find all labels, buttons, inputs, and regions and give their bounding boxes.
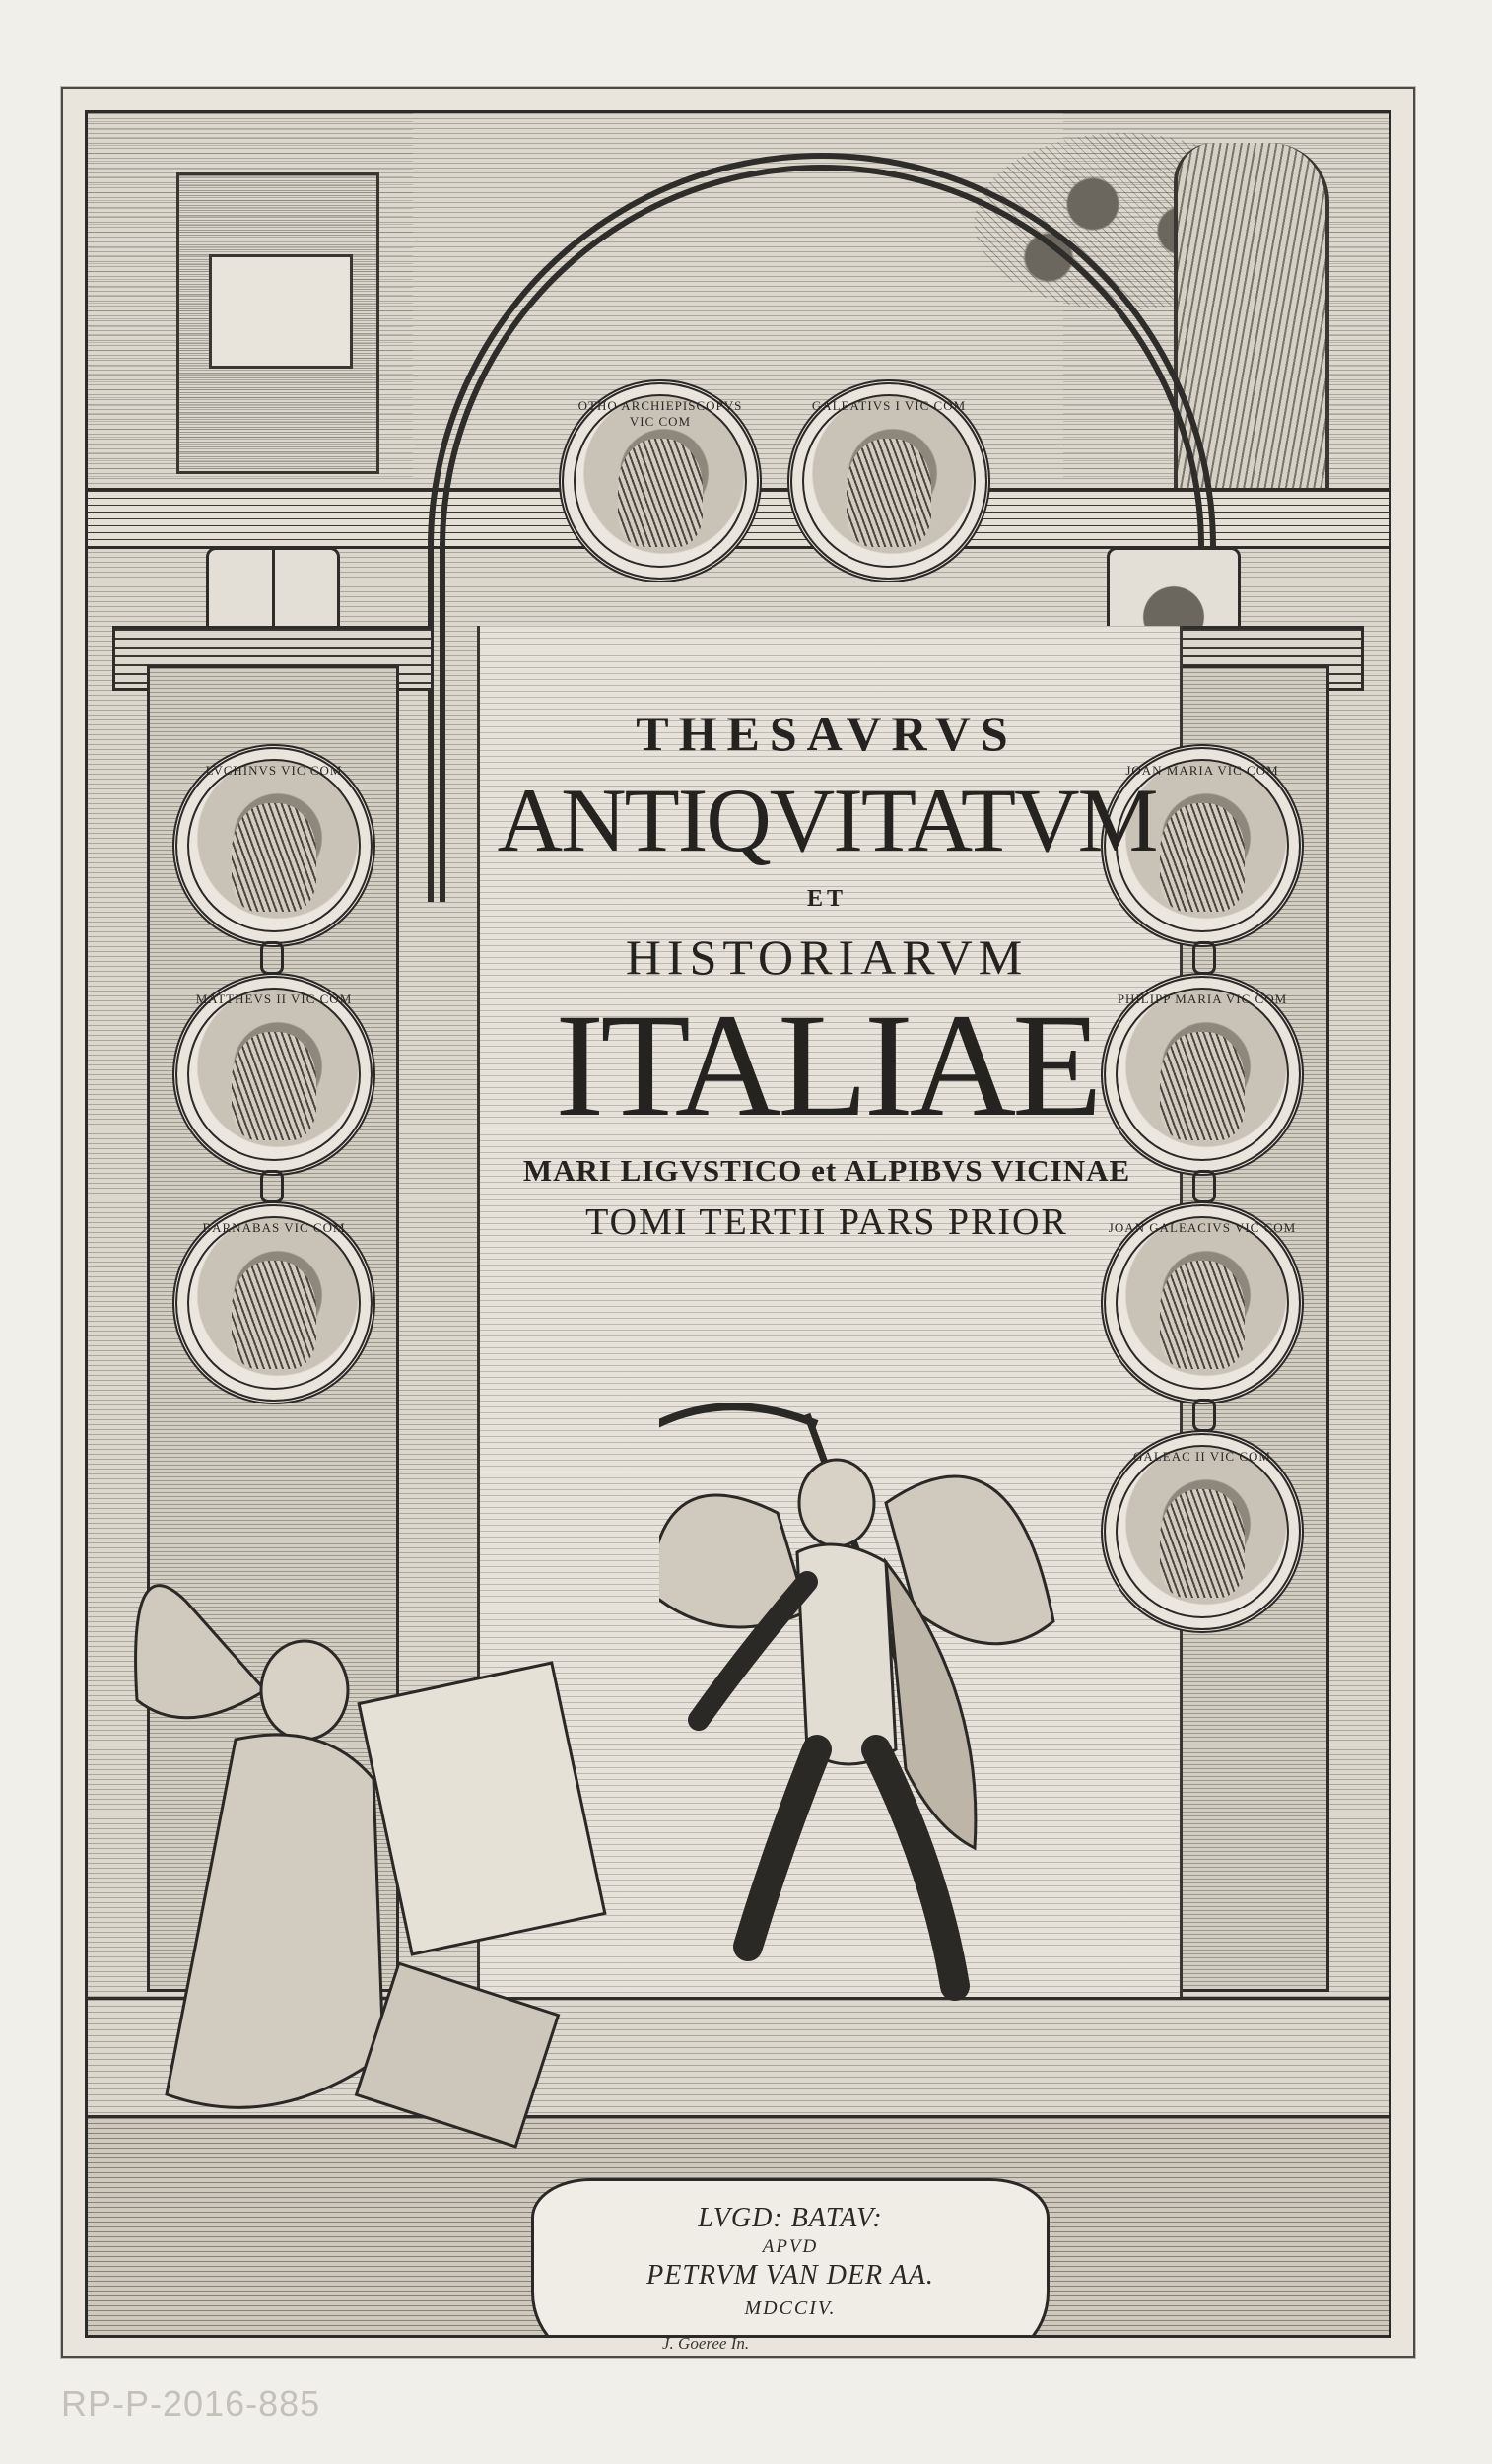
engraver-signature: J. Goeree In.: [662, 2334, 750, 2353]
medallion-legend: GALEATIVS I VIC COM: [811, 398, 967, 413]
portrait-bust: [847, 439, 931, 547]
robe: [167, 1735, 383, 2107]
medallion-legend: MATTHEVS II VIC COM: [195, 992, 353, 1006]
chain-link: [260, 1170, 284, 1203]
title-line-volume: TOMI TERTII PARS PRIOR: [585, 1201, 1068, 1243]
title-line-antiquitatum: ANTIQVITATVM: [497, 770, 1157, 870]
engraving-frame: [85, 110, 1391, 2338]
chain-link: [1192, 941, 1216, 975]
chain-link: [1192, 1399, 1216, 1432]
medallion-left-1: [172, 744, 375, 947]
imprint-city: LVGD: BATAV:: [698, 2203, 883, 2233]
head: [799, 1460, 874, 1546]
imprint-printer: PETRVM VAN DER AA.: [646, 2260, 934, 2291]
medallion-legend: PHILIPP MARIA VIC COM: [1117, 992, 1288, 1006]
leg-left: [748, 1749, 817, 1947]
inventory-number: RP-P-2016-885: [61, 2383, 321, 2424]
portrait-bust: [618, 439, 703, 547]
imprint-apud: APVD: [762, 2236, 819, 2257]
open-book: [359, 1663, 605, 1954]
medallion-top-right: [787, 379, 990, 582]
medallion-legend: JOAN GALEACIVS VIC COM: [1108, 1220, 1297, 1235]
medallion-legend: GALEAC II VIC COM: [1133, 1449, 1271, 1464]
chain-link: [1192, 1170, 1216, 1203]
medallion-legend: LVCHINVS VIC COM: [205, 763, 343, 778]
father-time-figure: [659, 1395, 1073, 2144]
title-line-italiae: ITALIAE: [555, 984, 1099, 1147]
portrait-bust: [232, 1261, 316, 1369]
medallion-legend: OTHO ARCHIEPISCOPVS VIC COM: [577, 398, 743, 429]
title-line-thesaurus: THESAVRVS: [636, 706, 1018, 761]
history-figure: [127, 1542, 640, 2252]
title-block: [477, 705, 1177, 1244]
engraving-plate: [61, 87, 1415, 2358]
medallion-left-2: [172, 973, 375, 1176]
portrait-bust: [232, 803, 316, 912]
portrait-bust: [1160, 1261, 1245, 1369]
medallion-legend: BARNABAS VIC COM: [202, 1220, 346, 1235]
head: [261, 1641, 348, 1740]
title-line-subtitle: MARI LIGVSTICO et ALPIBVS VICINAE: [522, 1153, 1131, 1188]
closed-book: [357, 1963, 559, 2147]
imprint-year: MDCCIV.: [744, 2297, 837, 2319]
portrait-bust: [232, 1032, 316, 1140]
chain-link: [260, 941, 284, 975]
medallion-left-3: [172, 1201, 375, 1404]
imprint-cartouche: [531, 2178, 1050, 2338]
medallion-top-left: [559, 379, 762, 582]
medallion-legend: JOAN MARIA VIC COM: [1125, 763, 1279, 778]
title-line-historiarum: HISTORIARVM: [625, 929, 1029, 985]
wing: [136, 1586, 265, 1718]
portrait-bust: [1160, 1489, 1245, 1598]
ruined-column: [176, 172, 379, 474]
scythe-blade: [659, 1406, 817, 1434]
title-line-et: ET: [806, 886, 847, 912]
ruin-plaque: [209, 254, 353, 369]
medallion-right-4: [1101, 1430, 1304, 1633]
